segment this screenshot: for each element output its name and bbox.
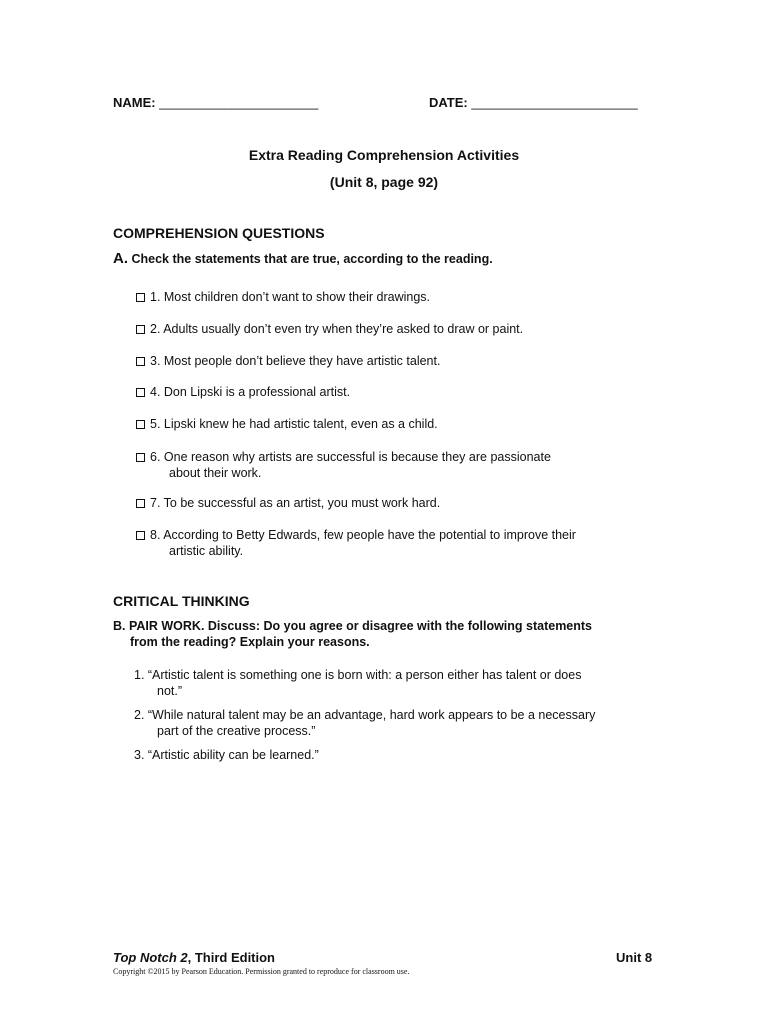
checklist-item-3 [136, 353, 440, 369]
name-field [113, 95, 318, 110]
date-field [429, 95, 638, 110]
section-letter-a: A. [113, 250, 128, 267]
page-title: Extra Reading Comprehension Activities [248, 147, 520, 163]
checklist-item-text-continued: artistic ability. [169, 544, 244, 558]
date-blank-line: _______________________ [471, 95, 638, 110]
discussion-item-1 [134, 667, 581, 699]
discussion-item-text: 3. “Artistic ability can be learned.” [134, 748, 319, 762]
checklist-item-text: 2. Adults usually don’t even try when they’re asked to draw or paint. [150, 322, 524, 336]
checkbox-icon [136, 531, 145, 540]
checkbox-icon [136, 325, 145, 334]
checkbox-icon [136, 388, 145, 397]
instruction-b-text-continued: from the reading? Explain your reasons. [130, 635, 370, 649]
comprehension-heading: COMPREHENSION QUESTIONS [113, 225, 325, 241]
checkbox-icon [136, 420, 145, 429]
checklist-item-text: 5. Lipski knew he had artistic talent, even as a child. [150, 417, 438, 431]
instruction-a-text: Check the statements that are true, according to the reading. [131, 252, 493, 266]
checkbox-icon [136, 499, 145, 508]
checklist-item-1 [136, 289, 430, 305]
checklist-item-text: 7. To be successful as an artist, you must work hard. [150, 496, 441, 510]
checkbox-icon [136, 453, 145, 462]
page-subtitle: (Unit 8, page 92) [329, 174, 439, 190]
checklist-item-text: 4. Don Lipski is a professional artist. [150, 385, 351, 399]
discussion-item-text: 1. “Artistic talent is something one is born with: a person either has talent or does [134, 668, 582, 682]
discussion-item-3 [134, 747, 319, 763]
checklist-item-5 [136, 416, 438, 432]
copyright-notice: Copyright ©2015 by Pearson Education. Permission granted to reproduce for classroom use. [113, 967, 410, 976]
checklist-item-text: 1. Most children don’t want to show their drawings. [150, 290, 430, 304]
discussion-item-2 [134, 707, 595, 739]
checklist-item-text-continued: about their work. [169, 466, 262, 480]
checklist-item-2 [136, 321, 523, 337]
checkbox-icon [136, 293, 145, 302]
book-title: Top Notch 2 [113, 950, 188, 965]
date-label: DATE: [429, 95, 468, 110]
critical-thinking-heading: CRITICAL THINKING [113, 593, 250, 609]
footer-unit: Unit 8 [616, 950, 653, 965]
checklist-item-4 [136, 384, 350, 400]
checklist-item-8 [136, 527, 576, 559]
footer-book-title [113, 950, 275, 965]
checklist-item-text: 8. According to Betty Edwards, few people have the potential to improve their [150, 528, 576, 542]
name-blank-line: ______________________ [159, 95, 319, 110]
checkbox-icon [136, 357, 145, 366]
instruction-b [113, 618, 592, 650]
discussion-item-text-continued: part of the creative process.” [157, 724, 316, 738]
checklist-item-6 [136, 449, 551, 481]
instruction-b-text: B. PAIR WORK. Discuss: Do you agree or disagree with the following statements [113, 619, 593, 633]
checklist-item-7 [136, 495, 440, 511]
checklist-item-text: 6. One reason why artists are successful is because they are passionate [150, 450, 551, 464]
name-label: NAME: [113, 95, 156, 110]
book-edition: , Third Edition [187, 950, 276, 965]
discussion-item-text: 2. “While natural talent may be an advantage, hard work appears to be a necessary [134, 708, 596, 722]
checklist-item-text: 3. Most people don’t believe they have artistic talent. [150, 354, 441, 368]
instruction-a [113, 250, 493, 267]
discussion-item-text-continued: not.” [157, 684, 183, 698]
